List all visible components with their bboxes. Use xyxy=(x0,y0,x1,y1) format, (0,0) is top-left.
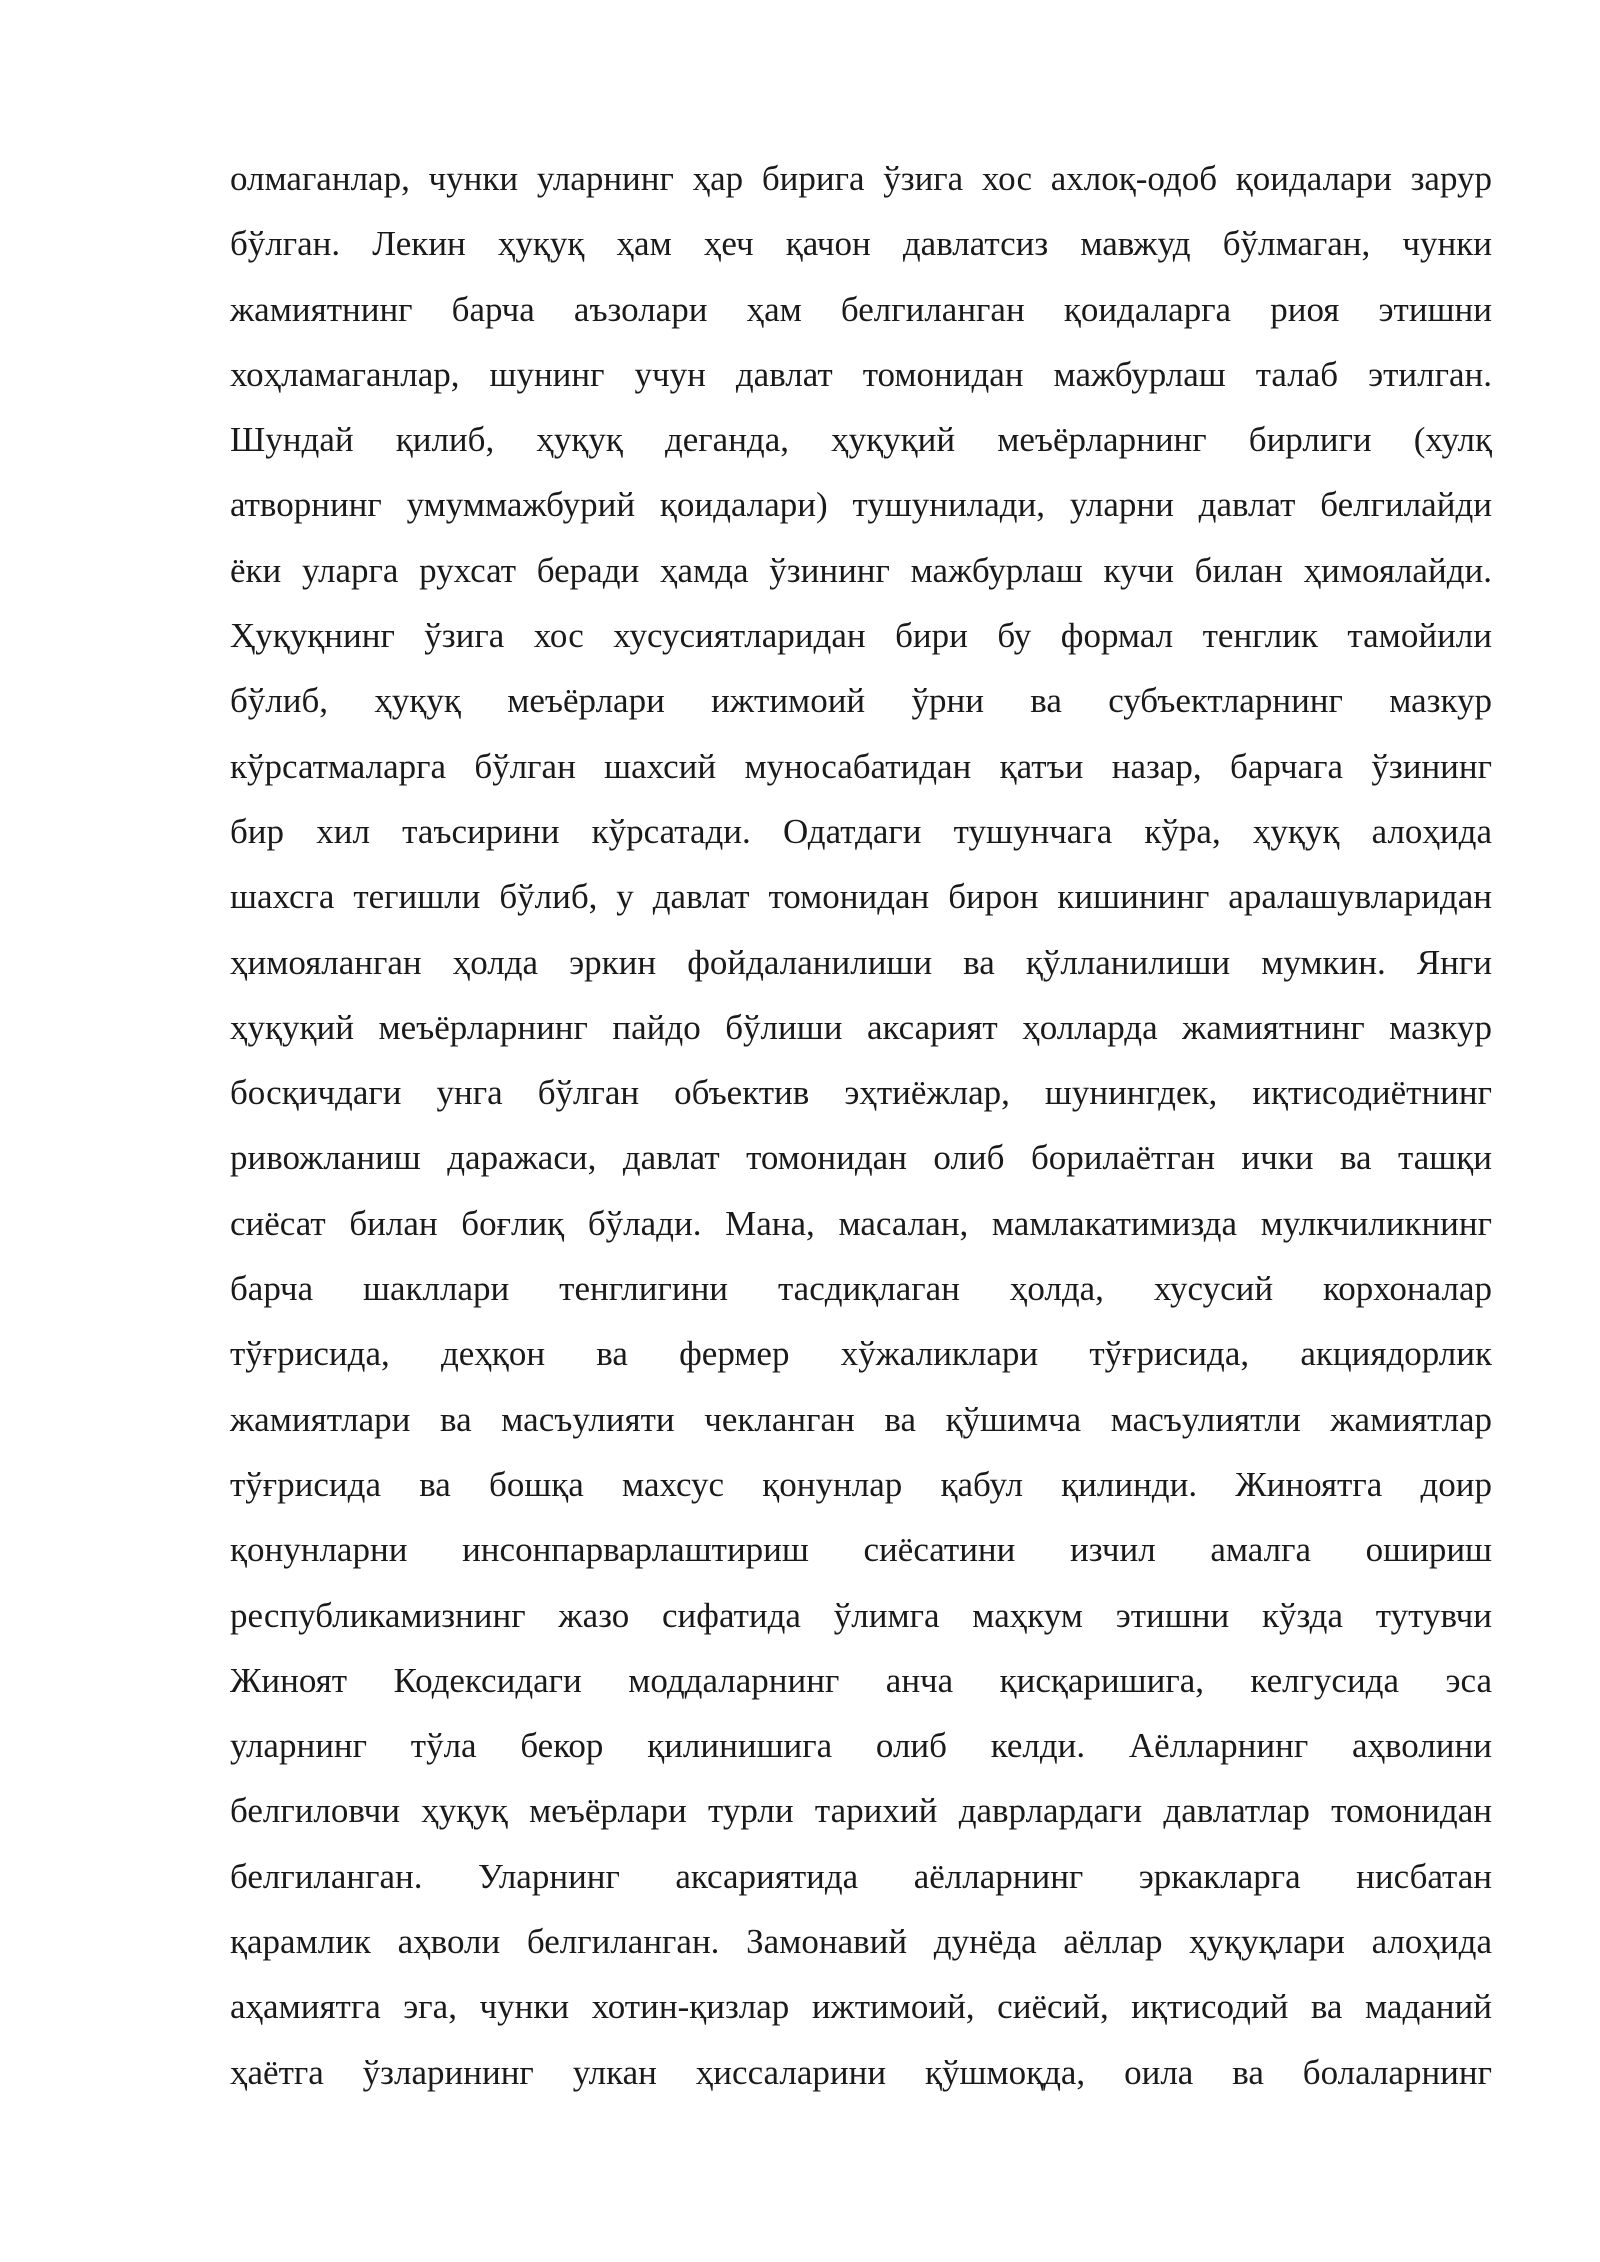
text-line: ёки уларга рухсат беради ҳамда ўзининг мажбурлаш кучи билан ҳимоялайди. xyxy=(230,550,1492,590)
text-line: бўлиб, ҳуқуқ меъёрлари ижтимоий ўрни ва субъектларнинг мазкур xyxy=(230,681,1492,721)
text-line: бир хил таъсирини кўрсатади. Одатдаги тушунчага кўра, ҳуқуқ алоҳида xyxy=(230,811,1492,851)
text-line: босқичдаги унга бўлган объектив эҳтиёжлар, шунингдек, иқтисодиётнинг xyxy=(230,1073,1492,1113)
text-line: белгиловчи ҳуқуқ меъёрлари турли тарихий даврлардаги давлатлар томонидан xyxy=(230,1791,1492,1831)
text-line: шахсга тегишли бўлиб, у давлат томонидан бирон кишининг аралашувларидан xyxy=(230,877,1492,917)
text-line: хоҳламаганлар, шунинг учун давлат томонидан мажбурлаш талаб этилган. xyxy=(230,354,1492,394)
text-line: Шундай қилиб, ҳуқуқ деганда, ҳуқуқий меъёрларнинг бирлиги (хулқ xyxy=(230,420,1492,460)
text-line: сиёсат билан боғлиқ бўлади. Мана, масалан, мамлакатимизда мулкчиликнинг xyxy=(230,1203,1492,1243)
text-line: барча шакллари тенглигини тасдиқлаган ҳолда, хусусий корхоналар xyxy=(230,1269,1492,1309)
text-line: ривожланиш даражаси, давлат томонидан олиб борилаётган ички ва ташқи xyxy=(230,1138,1492,1178)
text-line: қонунларни инсонпарварлаштириш сиёсатини изчил амалга ошириш xyxy=(230,1530,1492,1570)
text-line: ҳуқуқий меъёрларнинг пайдо бўлиши аксарият ҳолларда жамиятнинг мазкур xyxy=(230,1007,1492,1047)
text-line: жамиятлари ва масъулияти чекланган ва қўшимча масъулиятли жамиятлар xyxy=(230,1399,1492,1439)
text-line: атворнинг умуммажбурий қоидалари) тушунилади, уларни давлат белгилайди xyxy=(230,485,1492,525)
text-line: тўғрисида, деҳқон ва фермер хўжаликлари тўғрисида, акциядорлик xyxy=(230,1334,1492,1374)
text-line: уларнинг тўла бекор қилинишига олиб келди. Аёлларнинг аҳволини xyxy=(230,1726,1492,1766)
text-line: бўлган. Лекин ҳуқуқ ҳам ҳеч қачон давлатсиз мавжуд бўлмаган, чунки xyxy=(230,224,1492,264)
text-line: республикамизнинг жазо сифатида ўлимга маҳкум этишни кўзда тутувчи xyxy=(230,1595,1492,1635)
text-line: олмаганлар, чунки уларнинг ҳар бирига ўзига хос ахлоқ-одоб қоидалари зарур xyxy=(230,159,1492,198)
text-line: белгиланган. Уларнинг аксариятида аёлларнинг эркакларга нисбатан xyxy=(230,1856,1492,1896)
text-line: кўрсатмаларга бўлган шахсий муносабатидан қатъи назар, барчага ўзининг xyxy=(230,746,1492,786)
text-line: тўғрисида ва бошқа махсус қонунлар қабул қилинди. Жиноятга доир xyxy=(230,1464,1492,1504)
text-line: жамиятнинг барча аъзолари ҳам белгиланган қоидаларга риоя этишни xyxy=(230,289,1492,329)
text-line: аҳамиятга эга, чунки хотин-қизлар ижтимоий, сиёсий, иқтисодий ва маданий xyxy=(230,1987,1492,2027)
text-line: ҳимояланган ҳолда эркин фойдаланилиши ва қўлланилиши мумкин. Янги xyxy=(230,942,1492,982)
body-paragraph xyxy=(230,146,1492,2105)
text-line: Ҳуқуқнинг ўзига хос хусусиятларидан бири бу формал тенглик тамойили xyxy=(230,616,1492,656)
text-line: ҳаётга ўзларининг улкан ҳиссаларини қўшмоқда, оила ва болаларнинг xyxy=(230,2052,1492,2092)
text-line: Жиноят Кодексидаги моддаларнинг анча қисқаришига, келгусида эса xyxy=(230,1660,1492,1700)
text-line: қарамлик аҳволи белгиланган. Замонавий дунёда аёллар ҳуқуқлари алоҳида xyxy=(230,1922,1492,1962)
